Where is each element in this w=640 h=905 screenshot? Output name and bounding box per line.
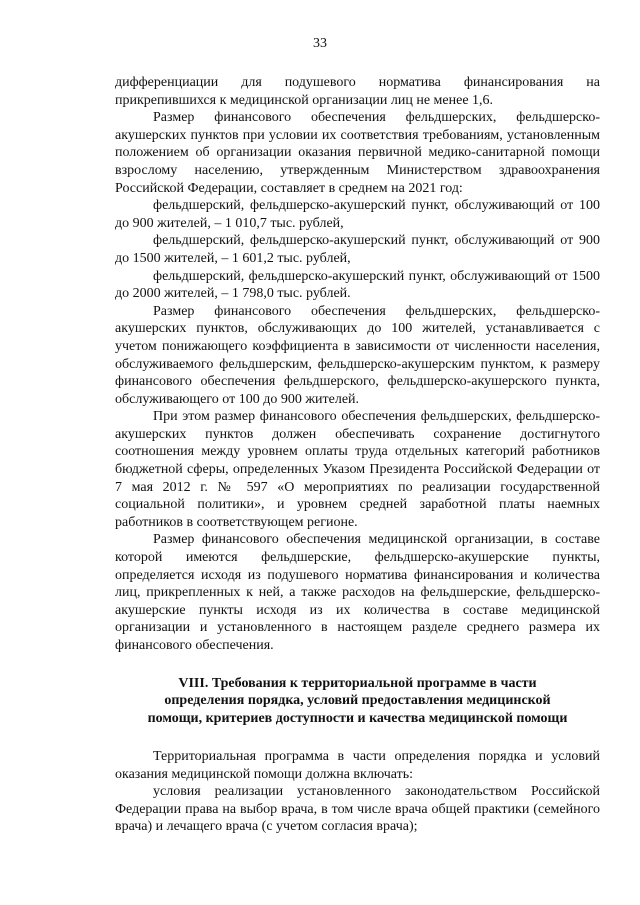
paragraph: Размер финансового обеспечения фельдшерских, фельдшерско-акушерских пунктов, обслуживающих до 100 жителей, устанавливается с учетом понижающего коэффициента в зависимости от численности населения, обслуживаемого фельдшерским, фельдшерско-акушерским пунктом, к размеру финансового обеспечения фельдшерского, фельдшерско-акушерского пункта, обслуживающего от 100 до 900 жителей. [115,303,600,407]
paragraph: Территориальная программа в части определения порядка и условий оказания медицинской помощи должна включать: [115,748,600,782]
document-body [115,74,600,836]
text-block-before-heading [115,74,600,655]
section-heading-line: помощи, критериев доступности и качества медицинской помощи [147,711,568,727]
paragraph: фельдшерский, фельдшерско-акушерский пункт, обслуживающий от 900 до 1500 жителей, – 1 601,2 тыс. рублей, [115,233,600,266]
paragraph: фельдшерский, фельдшерско-акушерский пункт, обслуживающий от 1500 до 2000 жителей, – 1 798,0 тыс. рублей. [115,268,600,302]
text-block-after-heading [115,748,600,836]
section-heading-line: VIII. Требования к территориальной программе в части [178,675,537,691]
paragraph: При этом размер финансового обеспечения фельдшерских, фельдшерско-акушерских пунктов должен обеспечивать сохранение достигнутого соотношения между уровнем оплаты труда отдельных категорий работников бюджетной сферы, определенных Указом Президента Российской Федерации от 7 мая 2012 г. № 597 «О мероприятиях по реализации государственной социальной политики», и уровнем средней заработной платы наемных работников в соответствующем регионе. [115,409,600,530]
paragraph: Размер финансового обеспечения фельдшерских, фельдшерско-акушерских пунктов при условии их соответствия требованиям, установленным положением об организации оказания первичной медико-санитарной помощи взрослому населению, утвержденным Министерством здравоохранения Российской Федерации, составляет в среднем на 2021 год: [115,110,600,196]
section-heading [115,675,600,728]
paragraph: Размер финансового обеспечения медицинской организации, в составе которой имеются фельдшерские, фельдшерско-акушерские пункты, определяется исходя из подушевого норматива финансирования и количества лиц, прикрепленных к ней, а также расходов на фельдшерские, фельдшерско-акушерские пункты исходя из их количества в составе медицинской организации и установленного в настоящем разделе среднего размера их финансового обеспечения. [115,532,600,653]
section-heading-line: определения порядка, условий предоставления медицинской [164,693,551,709]
paragraph: фельдшерский, фельдшерско-акушерский пункт, обслуживающий от 100 до 900 жителей, – 1 010,7 тыс. рублей, [115,198,600,231]
paragraph: условия реализации установленного законодательством Российской Федерации права на выбор врача, в том числе врача общей практики (семейного врача) и лечащего врача (с учетом согласия врача); [115,784,600,835]
page-number: 33 [313,36,327,51]
paragraph: дифференциации для подушевого норматива финансирования на прикрепившихся к медицинской организации лиц не менее 1,6. [115,75,600,108]
